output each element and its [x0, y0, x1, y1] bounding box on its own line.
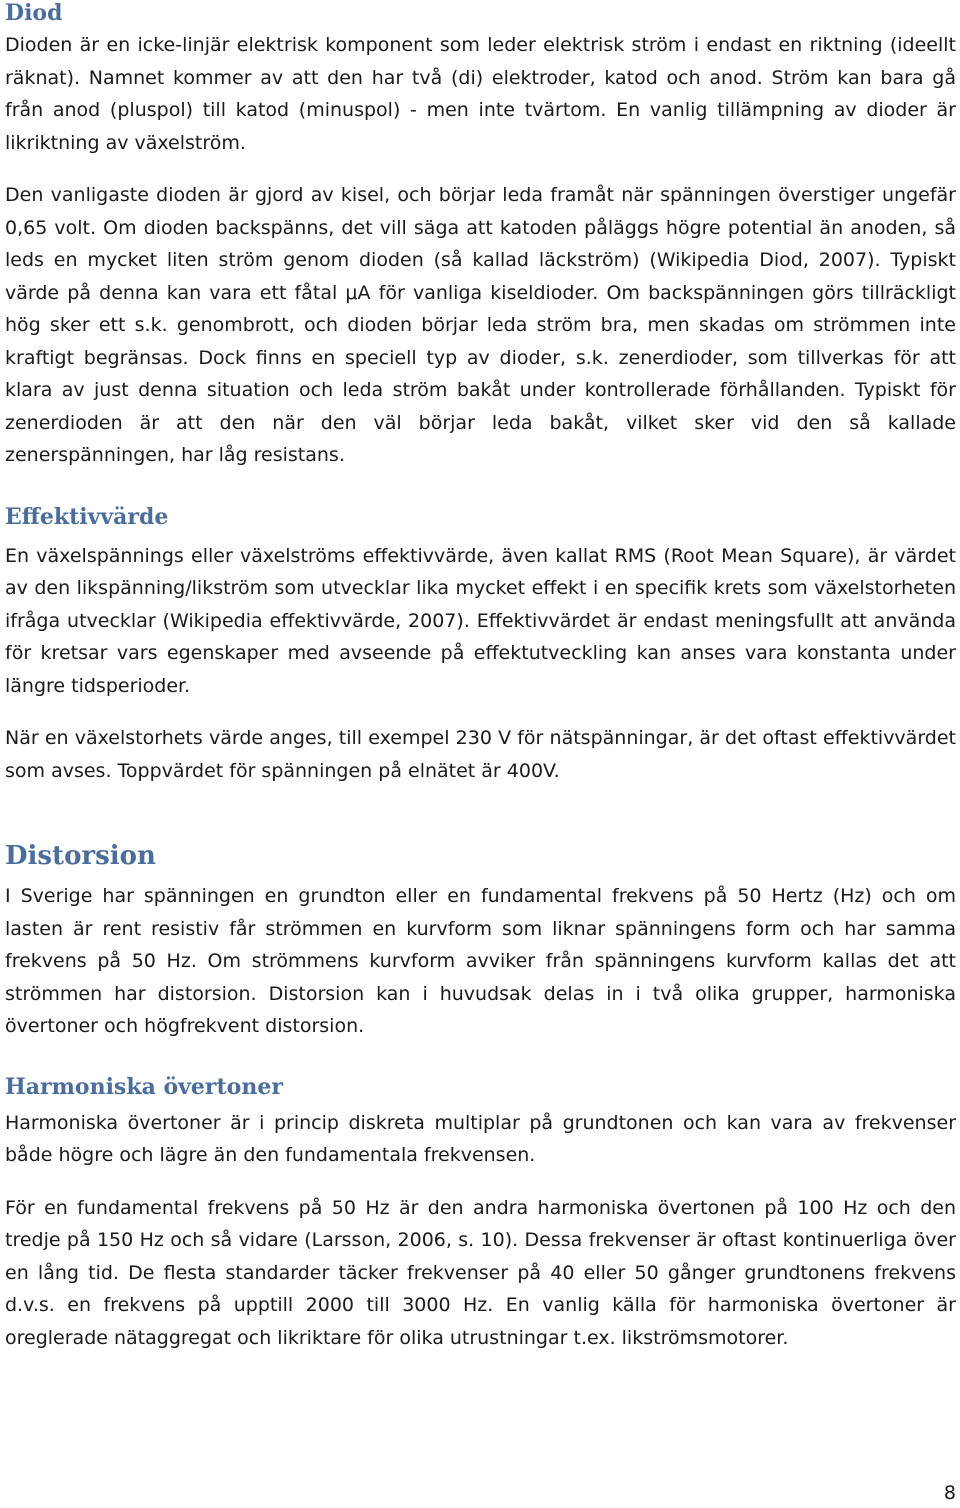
paragraph-harmoniska-2: För en fundamental frekvens på 50 Hz är den andra harmoniska övertonen på 100 Hz och den tredje på 150 Hz och så vidare (Larsson, 2006, s. 10). Dessa frekvenser är oftast kontinuerliga över en lång tid. De flesta standarder täcker frekvenser på 40 eller 50 gånger grundtonens frekvens d.v.s. en frekvens på upptill 2000 till 3000 Hz. En vanlig källa för harmoniska övertoner är oreglerade nätaggregat och likriktare för olika utrustningar t.ex. likströmsmotorer.: [5, 1196, 956, 1349]
section-heading-diod: Diod: [5, 0, 63, 26]
paragraph-diod-1: Dioden är en icke-linjär elektrisk komponent som leder elektrisk ström i endast en riktning (ideellt räknat). Namnet kommer av att den har två (di) elektroder, katod och anod. Ström kan bara gå från anod (pluspol) till katod (minuspol) - men inte tvärtom. En vanlig tillämpning av dioder är likriktning av växelström.: [5, 34, 956, 154]
paragraph-effektivvarde-1: En växelspännings eller växelströms effektivvärde, även kallat RMS (Root Mean Square), är värdet av den likspänning/likström som utvecklar lika mycket effekt i en specifik krets som växelstorheten ifråga utvecklar (Wikipedia effektivvärde, 2007). Effektivvärdet är endast meningsfullt att använda för kretsar vars egenskaper med avseende på effektutveckling kan anses vara konstanta under längre tidsperioder.: [5, 544, 956, 697]
section-heading-effektivvarde: Effektivvärde: [5, 503, 169, 530]
paragraph-distorsion-1: I Sverige har spänningen en grundton eller en fundamental frekvens på 50 Hertz (Hz) och om lasten är rent resistiv får strömmen en kurvform som liknar spänningens form och har samma frekvens på 50 Hz. Om strömmens kurvform avviker från spänningens kurvform kallas det att strömmen har distorsion. Distorsion kan i huvudsak delas in i två olika grupper, harmoniska övertoner och högfrekvent distorsion.: [5, 885, 956, 1037]
paragraph-harmoniska-1: Harmoniska övertoner är i princip diskreta multiplar på grundtonen och kan vara av frekvenser både högre och lägre än den fundamentala frekvensen.: [5, 1111, 956, 1166]
page-number: 8: [943, 1482, 956, 1504]
paragraph-diod-2: Den vanligaste dioden är gjord av kisel, och börjar leda framåt när spänningen överstiger ungefär 0,65 volt. Om dioden backspänns, det vill säga att katoden påläggs högre potential än anoden, så leds en mycket liten ström genom dioden (så kallad läckström) (Wikipedia Diod, 2007). Typiskt värde på denna kan vara ett fåtal μA för vanliga kiseldioder. Om backspänningen görs tillräckligt hög sker ett s.k. genombrott, och dioden börjar leda ström bra, men skadas om strömmen inte kraftigt begränsas. Dock finns en speciell typ av dioder, s.k. zenerdioder, som tillverkas för att klara av just denna situation och leda ström bakåt under kontrollerade förhållanden. Typiskt för zenerdioden är att den när den väl börjar leda bakåt, vilket sker vid den så kallade zenerspänningen, har låg resistans.: [5, 184, 956, 466]
section-heading-harmoniska: Harmoniska övertoner: [5, 1073, 283, 1100]
paragraph-effektivvarde-2: När en växelstorhets värde anges, till exempel 230 V för nätspänningar, är det oftast effektivvärdet som avses. Toppvärdet för spänningen på elnätet är 400V.: [5, 727, 956, 782]
section-heading-distorsion: Distorsion: [5, 841, 156, 871]
document-page: [5, 0, 956, 1354]
